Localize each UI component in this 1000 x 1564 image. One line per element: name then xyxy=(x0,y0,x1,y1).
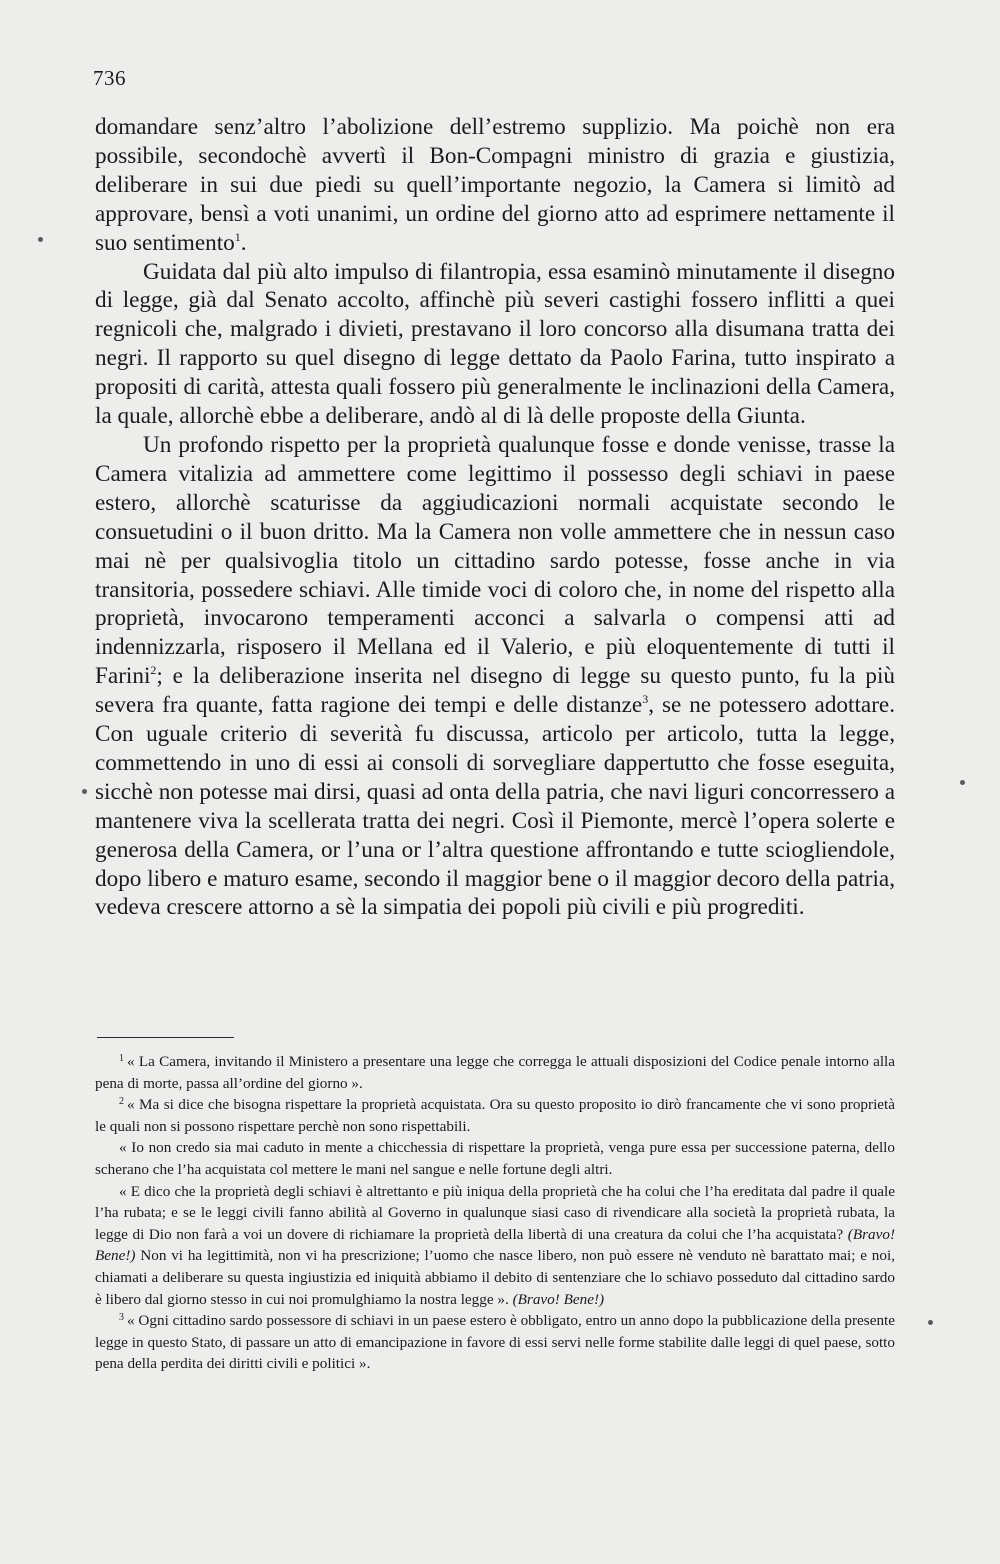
footnote-2-number: 2 xyxy=(119,1096,124,1108)
footnote-separator xyxy=(97,1037,234,1038)
footnote-2-p3-applause-1: (Bravo! Bene!) xyxy=(95,1225,896,1265)
paragraph-3-text-b: ; e la deliberazione inserita nel disegno di legge su questo punto, fu la più severa fra quante, fatta ragione dei tempi e delle distanze xyxy=(95,663,895,719)
main-text xyxy=(95,113,895,922)
page-speck xyxy=(960,780,965,785)
footnote-1-number: 1 xyxy=(119,1053,124,1064)
note-reference-2[interactable]: 2 xyxy=(150,663,157,678)
footnote-3-text: « Ogni cittadino sardo possessore di schiavi in un paese estero è obbligato, entro un anno dopo la pubblicazione della presente legge in questo Stato, di passare un atto di emancipazione in favore di essi servi nelle forme stabilite dalle leggi di quel paese, sotto pena della perdita dei diritti civili e politici ». xyxy=(95,1312,895,1373)
footnote-2-p3-applause-2: (Bravo! Bene!) xyxy=(512,1290,605,1308)
footnotes xyxy=(95,1051,895,1375)
page-speck xyxy=(928,1320,933,1325)
paragraph-1: domandare senz’altro l’abolizione dell’estremo supplizio. Ma poichè non era possibile, secondochè avvertì il Bon-Compagni ministro di grazia e giustizia, deliberare in sui due piedi su quell’importante negozio, la Camera si limitò ad approvare, bensì a voti unanimi, un ordine del giorno atto ad esprimere nettamente il suo sentimento$^1$. xyxy=(95,114,895,256)
paragraph-3-text-a: Un profondo rispetto per la proprietà qualunque fosse e donde venisse, trasse la Camera vitalizia ad ammettere come legittimo il possesso degli schiavi in paese estero, allorchè scaturisse da aggiudicazioni normali acquistate secondo le consuetudini o il buon dritto. Ma la Camera non volle ammettere che in nessun caso mai nè per qualsivoglia titolo un cittadino sardo potesse, fosse anche in via transitoria, possedere schiavi. Alle timide voci di coloro che, in nome del rispetto alla proprietà, invocarono temperamenti acconci a salvarla o compensi atti ad indennizzarla, risposero il Mellana ed il Valerio, e più eloquentemente di tutti il Farini xyxy=(95,431,895,690)
page-speck xyxy=(82,789,87,794)
footnote-2-text: « Ma si dice che bisogna rispettare la proprietà acquistata. Ora su questo proposito io dirò francamente che vi sono proprietà le quali non si possono rispettare perchè non sono rispettabili. xyxy=(95,1096,895,1135)
paragraph-1-text: domandare senz’altro l’abolizione dell’estremo supplizio. Ma poichè non era possibile, secondochè avvertì il Bon-Compagni ministro di grazia e giustizia, deliberare in sui due piedi su quell’importante negozio, la Camera si limitò ad approvare, bensì a voti unanimi, un ordine del giorno atto ad esprimere nettamente il suo sentimento xyxy=(95,114,895,256)
footnote-3 xyxy=(95,1310,895,1375)
paragraph-3-text-c: , se ne potessero adottare. Con uguale criterio di severità fu discussa, articolo per articolo, tutta la legge, commettendo in uno di essi ai consoli di sorvegliare dappertutto che fosse eseguita, sicchè non potesse mai dirsi, quasi ad onta della patria, che navi liguri concorressero a mantenere viva la scellerata tratta dei negri. Così il Piemonte, mercè l’opera solerte e generosa della Camera, or l’una or l’altra questione affrontando e tutte sciogliendole, dopo libero e maturo esame, secondo il maggior bene o il maggior decoro della patria, vedeva crescere attorno a sè la simpatia dei popoli più civili e più progrediti. xyxy=(95,692,896,921)
footnote-2-p3-text-b: Non vi ha legittimità, non vi ha prescrizione; l’uomo che nasce libero, non può essere nè venduto nè barattato mai; e noi, chiamati a deliberare su questa ingiustizia ed iniquità abbiamo il debito di sentenziare che lo schiavo posseduto dal cittadino sardo è libero dal giorno stesso in cui noi promulghiamo la nostra legge ». xyxy=(95,1247,896,1308)
footnote-2 xyxy=(95,1094,895,1137)
footnote-1 xyxy=(95,1051,895,1094)
note-reference-3[interactable]: 3 xyxy=(642,692,649,707)
footnote-3-number: 3 xyxy=(119,1312,124,1324)
note-reference-1[interactable]: 1 xyxy=(234,229,241,244)
footnote-2-paragraph-3 xyxy=(95,1181,895,1311)
paragraph-2: Guidata dal più alto impulso di filantropia, essa esaminò minutamente il disegno di legge, già dal Senato accolto, affinchè più severi castighi fossero inflitti a quei regnicoli che, malgrado i divieti, prestavano il loro concorso alla disumana tratta dei negri. Il rapporto su quel disegno di legge dettato da Paolo Farina, tutto inspirato a propositi di carità, attesta quali fossero più generalmente le inclinazioni della Camera, la quale, allorchè ebbe a deliberare, andò al di là delle proposte della Giunta. xyxy=(95,258,895,430)
footnote-1-text: « La Camera, invitando il Ministero a presentare una legge che corregga le attuali disposizioni del Codice penale intorno alla pena di morte, passa all’ordine del giorno ». xyxy=(95,1053,895,1092)
page-speck xyxy=(38,237,43,242)
paragraph-3 xyxy=(95,431,895,922)
footnote-2-paragraph-2: « Io non credo sia mai caduto in mente a chicchessia di rispettare la proprietà, venga pure essa per successione paterna, dello scherano che l’ha acquistata col mettere le mani nel sangue e nelle fortune degli altri. xyxy=(95,1139,895,1178)
page-number: 736 xyxy=(93,66,126,90)
footnote-2-p3-text-a: « E dico che la proprietà degli schiavi è altrettanto e più iniqua della proprietà che ha colui che l’ha ereditata dal padre il quale l’ha rubata; e se le leggi civili fanno abilità al Governo in qualunque siasi caso di rivendicare alla società la proprietà rubata, la legge di Dio non farà a voi un dovere di richiamare la proprietà della libertà di una creatura da colui che l’ha acquistata? xyxy=(95,1182,895,1243)
